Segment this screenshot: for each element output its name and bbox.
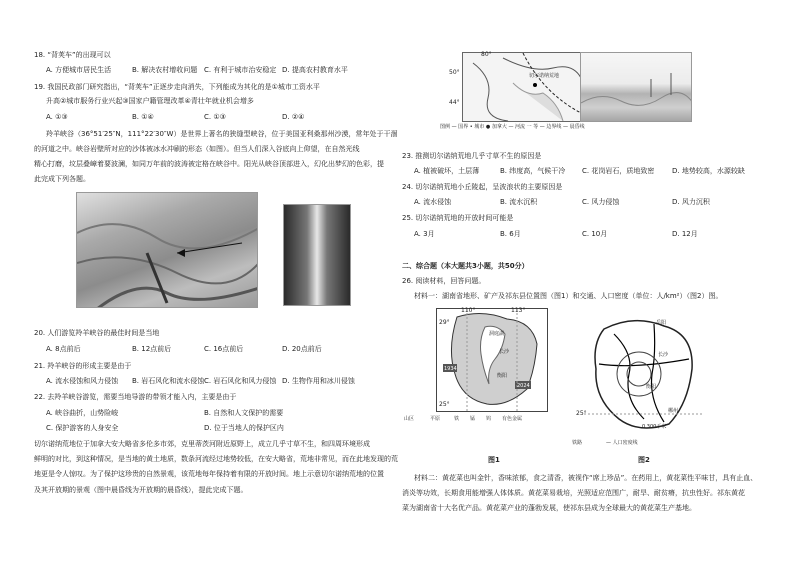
q23-option-c[interactable]: C. 花岗岩石，质地致密 (582, 167, 655, 175)
q20-option-d[interactable]: D. 20点前后 (282, 345, 322, 353)
q18-option-a[interactable]: A. 方便城市居民生活 (46, 66, 112, 74)
q24-option-a[interactable]: A. 流水侵蚀 (414, 198, 452, 206)
fig1-legend (404, 416, 554, 426)
q22-stem: 22. 去羚羊峡谷游览，需要当地导游的带领才能入内，主要是由于 (34, 393, 237, 401)
material2-line1: 材料二：黄花菜也叫金针，香味浓郁，食之清香，被视作“席上珍品”。在药用上，黄花菜性平味甘，具有止血、 (414, 474, 758, 482)
q18-option-c[interactable]: C. 有利于城市治安稳定 (204, 66, 277, 74)
passage1-line2: 的河道之中。峡谷岩壁所对应的沙体被冰水冲刷的形态（如图）。但当人们深入谷底向上仰望，在自然光线 (34, 145, 360, 153)
q19-stem-line2: 升高②城市服务行业兴起③国家户籍管理改革④青壮年就业机会增多 (46, 97, 254, 105)
legend-density-line: — 人口密度线 (606, 440, 638, 446)
fig1-lon-113: 113° (511, 307, 526, 314)
q24-option-d[interactable]: D. 风力沉积 (672, 198, 710, 206)
fig1-lake-label: 洞庭湖 (489, 331, 505, 337)
hunan-terrain-map-drawing (437, 309, 547, 411)
fig2-caption: 图2 (638, 456, 650, 464)
map-lat-label-2: 44° (449, 99, 460, 106)
q23-option-b[interactable]: B. 纬度高，气候干冷 (500, 167, 566, 175)
hunan-transport-map (576, 314, 704, 434)
material1-text: 材料一：湖南省地形、矿产及祁东县位置图（图1）和交通、人口密度（单位：人/km²）（图2）图。 (414, 292, 723, 300)
q19-option-b[interactable]: B. ①④ (132, 113, 154, 121)
map-lon-label: 80° (481, 51, 492, 58)
section-heading: 二、综合题（本大题共3小题，共50分） (402, 262, 529, 270)
q21-option-b[interactable]: B. 岩石风化和流水侵蚀 (132, 377, 205, 385)
hunan-transport-map-drawing (584, 314, 704, 434)
fig2-city-yueyang: 岳阳 (656, 320, 667, 326)
canyon-photo (76, 192, 258, 308)
fig2-city-changsha: 长沙 (658, 352, 669, 358)
legend-iron: 铁 (454, 416, 460, 422)
legend-manganese: 锰 (470, 416, 476, 422)
legend-mountain: 山区 (404, 416, 415, 422)
legend-tungsten: 钨 (486, 416, 492, 422)
canada-location-map-drawing (463, 53, 581, 121)
q20-option-c[interactable]: C. 16点前后 (204, 345, 244, 353)
material2-line3: 菜为湖南省十大名优产品。黄花菜产业的蓬勃发展，使祁东县成为全球最大的黄花菜生产基地。 (402, 504, 696, 512)
q22-option-a[interactable]: A. 峡谷曲折，山势险峻 (46, 409, 119, 417)
fig1-city-changsha: 长沙 (499, 349, 510, 355)
material2-line2: 消炎等功效，长期食用能增强人体体质。黄花菜易栽培，光照适应范围广，耐旱、耐贫瘠，抗虫性好。祁东黄花 (402, 489, 745, 497)
q18-option-d[interactable]: D. 提高农村教育水平 (282, 66, 348, 74)
q19-option-d[interactable]: D. ②④ (282, 113, 305, 121)
hunan-terrain-map (436, 308, 548, 412)
passage1-line4: 此完成下列各题。 (34, 175, 90, 183)
q25-option-d[interactable]: D. 12月 (672, 230, 698, 238)
q25-option-a[interactable]: A. 3月 (414, 230, 435, 238)
canyon-interior-photo (283, 204, 351, 306)
map-lat-label-1: 50° (449, 69, 460, 76)
fig1-city-hengyang: 衡阳 (497, 373, 508, 379)
passage2-line2: 鲜明的对比，到这种情况，是当地的黄土地质，数条河流经过地势较低，在安大略省，荒地非常见，而在此地发现的荒 (34, 455, 398, 463)
q24-stem: 24. 切尔诺纳荒地小丘陵起，呈波浪状的主要原因是 (402, 183, 563, 191)
q25-option-b[interactable]: B. 6月 (500, 230, 521, 238)
q26-stem: 26. 阅读材料，回答问题。 (402, 277, 486, 285)
figure-legend-caption: 图例 — 国界 • 城市 ● 加拿大 — 河流 一 等 — 边界线 — 晨昏线 (440, 124, 585, 130)
q25-stem: 25. 切尔诺纳荒地的开放时间可能是 (402, 214, 514, 222)
fig2-city-chenzhou: 郴州 (668, 408, 679, 414)
q21-stem: 21. 羚羊峡谷的形成主要是由于 (34, 362, 132, 370)
fig1-height-2024: 2024 (517, 383, 530, 389)
fig2-lat-25: 25° (576, 410, 587, 417)
map-place-label: 切尔诺纳荒地 (529, 73, 560, 79)
passage1-line3: 精心打磨，坟层叠嶂着要波澜，如同万年前的波涛被定格在峡谷中。阳光从峡谷顶部进入，幻化出梦幻的色彩，提 (34, 160, 384, 168)
fig1-lat-29: 29° (439, 319, 450, 326)
legend-railway: 铁路 (572, 440, 583, 446)
legend-nonferrous: 有色金属 (502, 416, 523, 422)
fig2-city-hengyang: 衡阳 (646, 384, 657, 390)
q19-option-a[interactable]: A. ①③ (46, 113, 68, 121)
q18-stem: 18. “背荚车”的出现可以 (34, 51, 111, 59)
q21-option-c[interactable]: C. 岩石风化和风力侵蚀 (204, 377, 277, 385)
canada-location-map (449, 51, 582, 122)
passage2-line4: 及其开放期的景观（图中晨昏线为开放期的晨昏线），提此完成下题。 (34, 486, 248, 494)
fig1-height-1934: 1934 (444, 366, 457, 372)
passage1-line1: 羚羊峡谷（36°51′25″N，111°22′30″W）是世界上著名的狭缝型峡谷，位于美国亚利桑那州沙漠，常年处于干涸 (46, 130, 398, 138)
q22-option-d[interactable]: D. 位于当地人的保护区内 (204, 424, 284, 432)
q18-option-b[interactable]: B. 解决农村增收问题 (132, 66, 198, 74)
fig1-caption: 图1 (488, 456, 500, 464)
q20-stem: 20. 人们游览羚羊峡谷的最佳时间是当地 (34, 329, 160, 337)
q23-option-d[interactable]: D. 地势较高，水源较缺 (672, 167, 745, 175)
q22-option-c[interactable]: C. 保护游客的人身安全 (46, 424, 119, 432)
fig2-scale: 0 300千米 (642, 424, 667, 430)
passage2-line3: 地更是令人惊叹。为了保护这珍贵的自然景观，该荒地每年保持着有限的开放时间。地上示意切尔诺纳荒地的位置 (34, 470, 384, 478)
fig1-lat-25: 25° (439, 401, 450, 408)
q23-stem: 23. 推测切尔诺纳荒地几乎寸草不生的原因是 (402, 152, 542, 160)
q21-option-a[interactable]: A. 流水侵蚀和风力侵蚀 (46, 377, 119, 385)
fig1-lon-110: 110° (461, 307, 476, 314)
q19-stem-line1: 19. 我国民政部门研究指出，“背荚车”正逐步走向消失，下列能成为其化的是①城市工资水平 (34, 83, 320, 91)
fig2-legend (572, 440, 702, 450)
legend-plain: 平原 (430, 416, 441, 422)
q25-option-c[interactable]: C. 10月 (582, 230, 608, 238)
canyon-photo-texture (77, 193, 258, 308)
passage2-line1: 切尔诺纳荒地位于加拿大安大略省多伦多市郊，克里蒂茨河附近原野上，成立几乎寸草不生，和四周环境形成 (34, 440, 370, 448)
q22-option-b[interactable]: B. 自然和人文保护的需要 (204, 409, 284, 417)
q20-option-a[interactable]: A. 8点前后 (46, 345, 81, 353)
q24-option-b[interactable]: B. 流水沉积 (500, 198, 538, 206)
q21-option-d[interactable]: D. 生物作用和冰川侵蚀 (282, 377, 355, 385)
barrens-landscape-photo (580, 52, 692, 122)
q23-option-a[interactable]: A. 植被破坏，土层薄 (414, 167, 480, 175)
q20-option-b[interactable]: B. 12点前后 (132, 345, 172, 353)
q24-option-c[interactable]: C. 风力侵蚀 (582, 198, 620, 206)
barrens-landscape-texture (581, 53, 692, 122)
q19-option-c[interactable]: C. ①③ (204, 113, 226, 121)
